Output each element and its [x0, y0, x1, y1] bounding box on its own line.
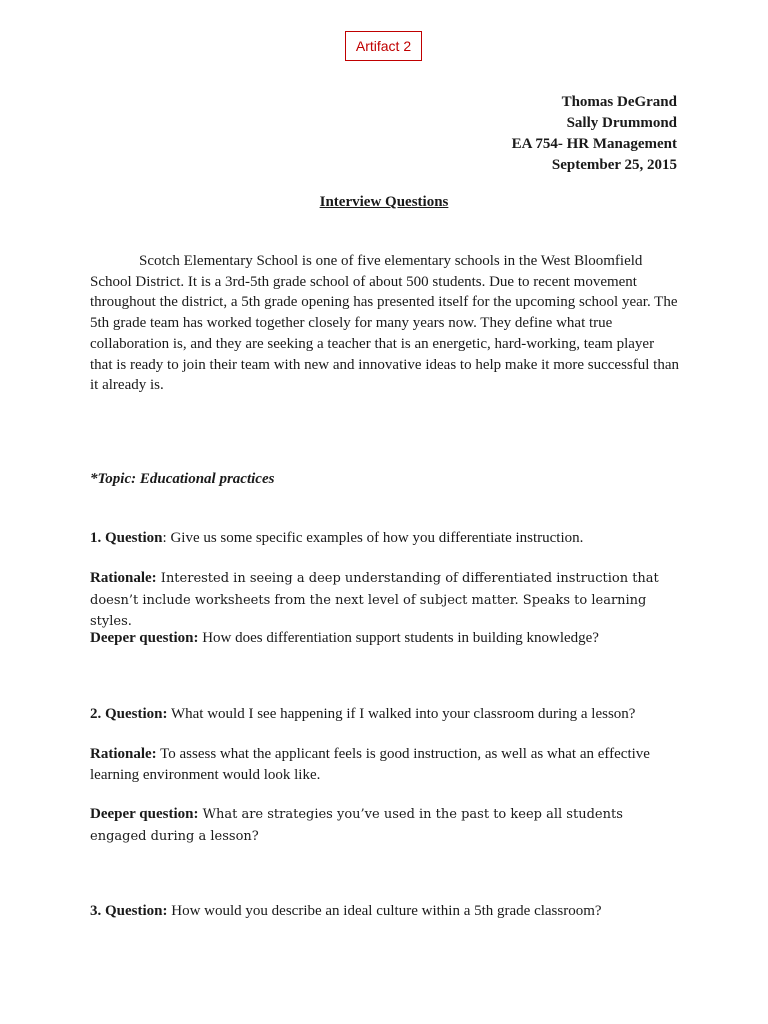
question-1-label: 1. Question	[90, 530, 163, 546]
deeper-question-2	[90, 804, 680, 847]
question-2	[90, 704, 680, 725]
rationale-1-text: Interested in seeing a deep understanding of differentiated instruction that doesn’t include worksheets from the next level of subject matter. Speaks to learning styles.	[90, 571, 659, 630]
question-1-separator: :	[162, 530, 167, 546]
document-date: September 25, 2015	[551, 157, 677, 173]
deeper-question-2-text: What are strategies you’ve used in the past to keep all students engaged during a lesson?	[90, 807, 623, 844]
question-2-text: What would I see happening if I walked into your classroom during a lesson?	[167, 706, 636, 722]
deeper-question-1-text: How does differentiation support students in building knowledge?	[198, 630, 599, 646]
deeper-question-1-label: Deeper question:	[90, 630, 199, 646]
intro-paragraph: Scotch Elementary School is one of five elementary schools in the West Bloomfield School District. It is a 3rd-5th grade school of about 500 students. Due to recent movement throughout the district, a 5th grade opening has presented itself for the upcoming school year. The 5th grade team has worked together closely for many years now. They define what true collaboration is, and they are seeking a teacher that is an energetic, hard-working, team player that is ready to join their team with new and innovative ideas to help make it more successful than it already is.	[90, 253, 680, 394]
question-3-text: How would you describe an ideal culture within a 5th grade classroom?	[167, 903, 602, 919]
author-name-1: Thomas DeGrand	[561, 94, 677, 110]
artifact-label: Artifact 2	[345, 31, 422, 61]
question-1-text: Give us some specific examples of how you differentiate instruction.	[166, 530, 584, 546]
question-2-label: 2. Question:	[90, 706, 168, 722]
course-name: EA 754- HR Management	[511, 136, 677, 152]
rationale-2-text: To assess what the applicant feels is good instruction, as well as what an effective learning environment would look like.	[90, 746, 650, 783]
deeper-question-1	[90, 628, 680, 649]
rationale-2-label: Rationale:	[90, 746, 157, 762]
rationale-2	[90, 744, 680, 785]
author-header	[512, 92, 677, 176]
page-title: Interview Questions	[319, 194, 449, 210]
rationale-1	[90, 568, 680, 633]
topic-heading: *Topic: Educational practices	[90, 471, 275, 487]
rationale-1-label: Rationale:	[90, 570, 157, 586]
question-3	[90, 901, 680, 922]
question-3-label: 3. Question:	[90, 903, 168, 919]
deeper-question-2-label: Deeper question:	[90, 806, 199, 822]
question-1	[90, 528, 680, 549]
author-name-2: Sally Drummond	[566, 115, 677, 131]
